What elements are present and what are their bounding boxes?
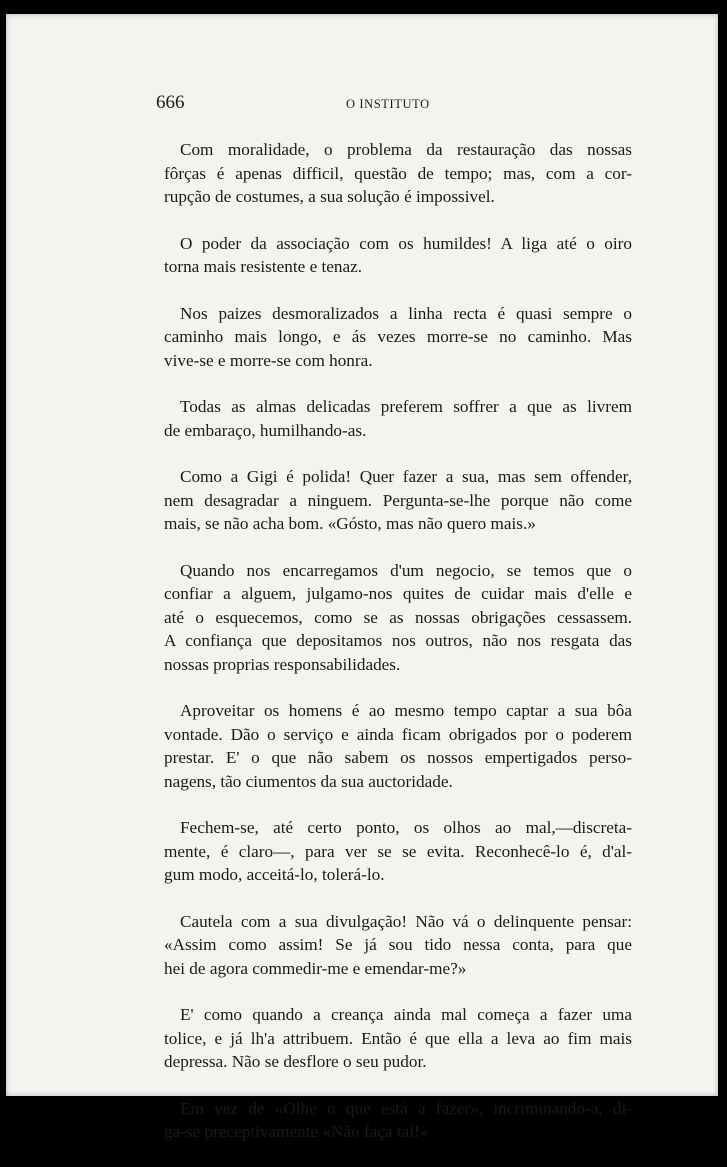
text-line: tolice, e já lh'a attribuem. Então é que ella a leva ao fim mais	[164, 1028, 632, 1048]
paragraph	[164, 1097, 632, 1144]
text-line: gum modo, acceitá-lo, tolerá-lo.	[164, 865, 385, 884]
paragraph	[164, 910, 632, 981]
text-line: até o esquecemos, como se as nossas obrigações cessassem.	[164, 607, 632, 627]
text-line: torna mais resistente e tenaz.	[164, 257, 363, 276]
text-line: rupção de costumes, a sua solução é impossivel.	[164, 187, 495, 206]
text-line: A confiança que depositamos nos outros, não nos resgata das	[164, 631, 632, 650]
text-line: «Assim como assim! Se já sou tido nessa conta, para que	[164, 935, 632, 954]
text-line: ga-se preceptivamente «Não faça tal!»	[164, 1122, 429, 1141]
text-line: de embaraço, humilhando-as.	[164, 420, 367, 440]
paragraph	[164, 699, 632, 793]
text-line: nagens, tão ciumentos da sua auctoridade.	[164, 771, 453, 791]
text-line: Cautela com a sua divulgação! Não vá o delinquente pensar:	[180, 911, 632, 931]
page-header	[156, 92, 636, 116]
paragraph	[164, 138, 632, 209]
paragraph	[164, 395, 632, 442]
text-line: mente, é claro—, para ver se se evita. Reconhecê-lo é, d'al-	[164, 841, 632, 861]
paragraph	[164, 302, 632, 373]
paragraph	[164, 232, 632, 279]
text-line: Com moralidade, o problema da restauração das nossas	[180, 140, 632, 159]
text-line: Todas as almas delicadas preferem soffrer a que as livrem	[180, 397, 632, 416]
text-line: Fechem-se, até certo ponto, os olhos ao mal,—discreta-	[180, 818, 632, 837]
text-line: Como a Gigi é polida! Quer fazer a sua, mas sem offender,	[180, 467, 632, 486]
running-title: O INSTITUTO	[346, 97, 430, 111]
body-text	[164, 138, 632, 1167]
text-line: prestar. E' o que não sabem os nossos empertigados perso-	[164, 748, 632, 767]
text-line: mais, se não acha bom. «Gósto, mas não quero mais.»	[164, 514, 536, 533]
text-line: vontade. Dão o serviço e ainda ficam obrigados por o poderem	[164, 724, 632, 744]
text-line: Nos paizes desmoralizados a linha recta é quasi sempre o	[180, 303, 632, 323]
text-line: nem desagradar a ninguem. Pergunta-se-lhe porque não come	[164, 490, 632, 510]
text-line: nossas proprias responsabilidades.	[164, 654, 401, 674]
book-page	[6, 14, 718, 1141]
text-line: vive-se e morre-se com honra.	[164, 350, 373, 370]
text-line: depressa. Não se desflore o seu pudor.	[164, 1052, 427, 1071]
paragraph	[164, 559, 632, 677]
paragraph	[164, 465, 632, 536]
text-line: fôrças é apenas difficil, questão de tempo; mas, com a cor-	[164, 163, 632, 183]
text-line: caminho mais longo, e ás vezes morre-se no caminho. Mas	[164, 327, 632, 346]
text-line: Quando nos encarregamos d'um negocio, se temos que o	[180, 560, 632, 580]
paragraph	[164, 816, 632, 887]
text-line: E' como quando a creança ainda mal começa a fazer uma	[180, 1005, 632, 1024]
page-number: 666	[156, 92, 185, 113]
text-line: O poder da associação com os humildes! A liga até o oiro	[180, 233, 632, 253]
text-line: hei de agora commedir-me e emendar-me?»	[164, 958, 467, 978]
text-line: confiar a alguem, julgamo-nos quites de cuidar mais d'elle e	[164, 584, 632, 603]
text-line: Aproveitar os homens é ao mesmo tempo captar a sua bôa	[180, 701, 632, 720]
paragraph	[164, 1003, 632, 1074]
text-line: Em vez de «Olhe o que está a fazer», incriminando-a, di-	[180, 1098, 632, 1118]
